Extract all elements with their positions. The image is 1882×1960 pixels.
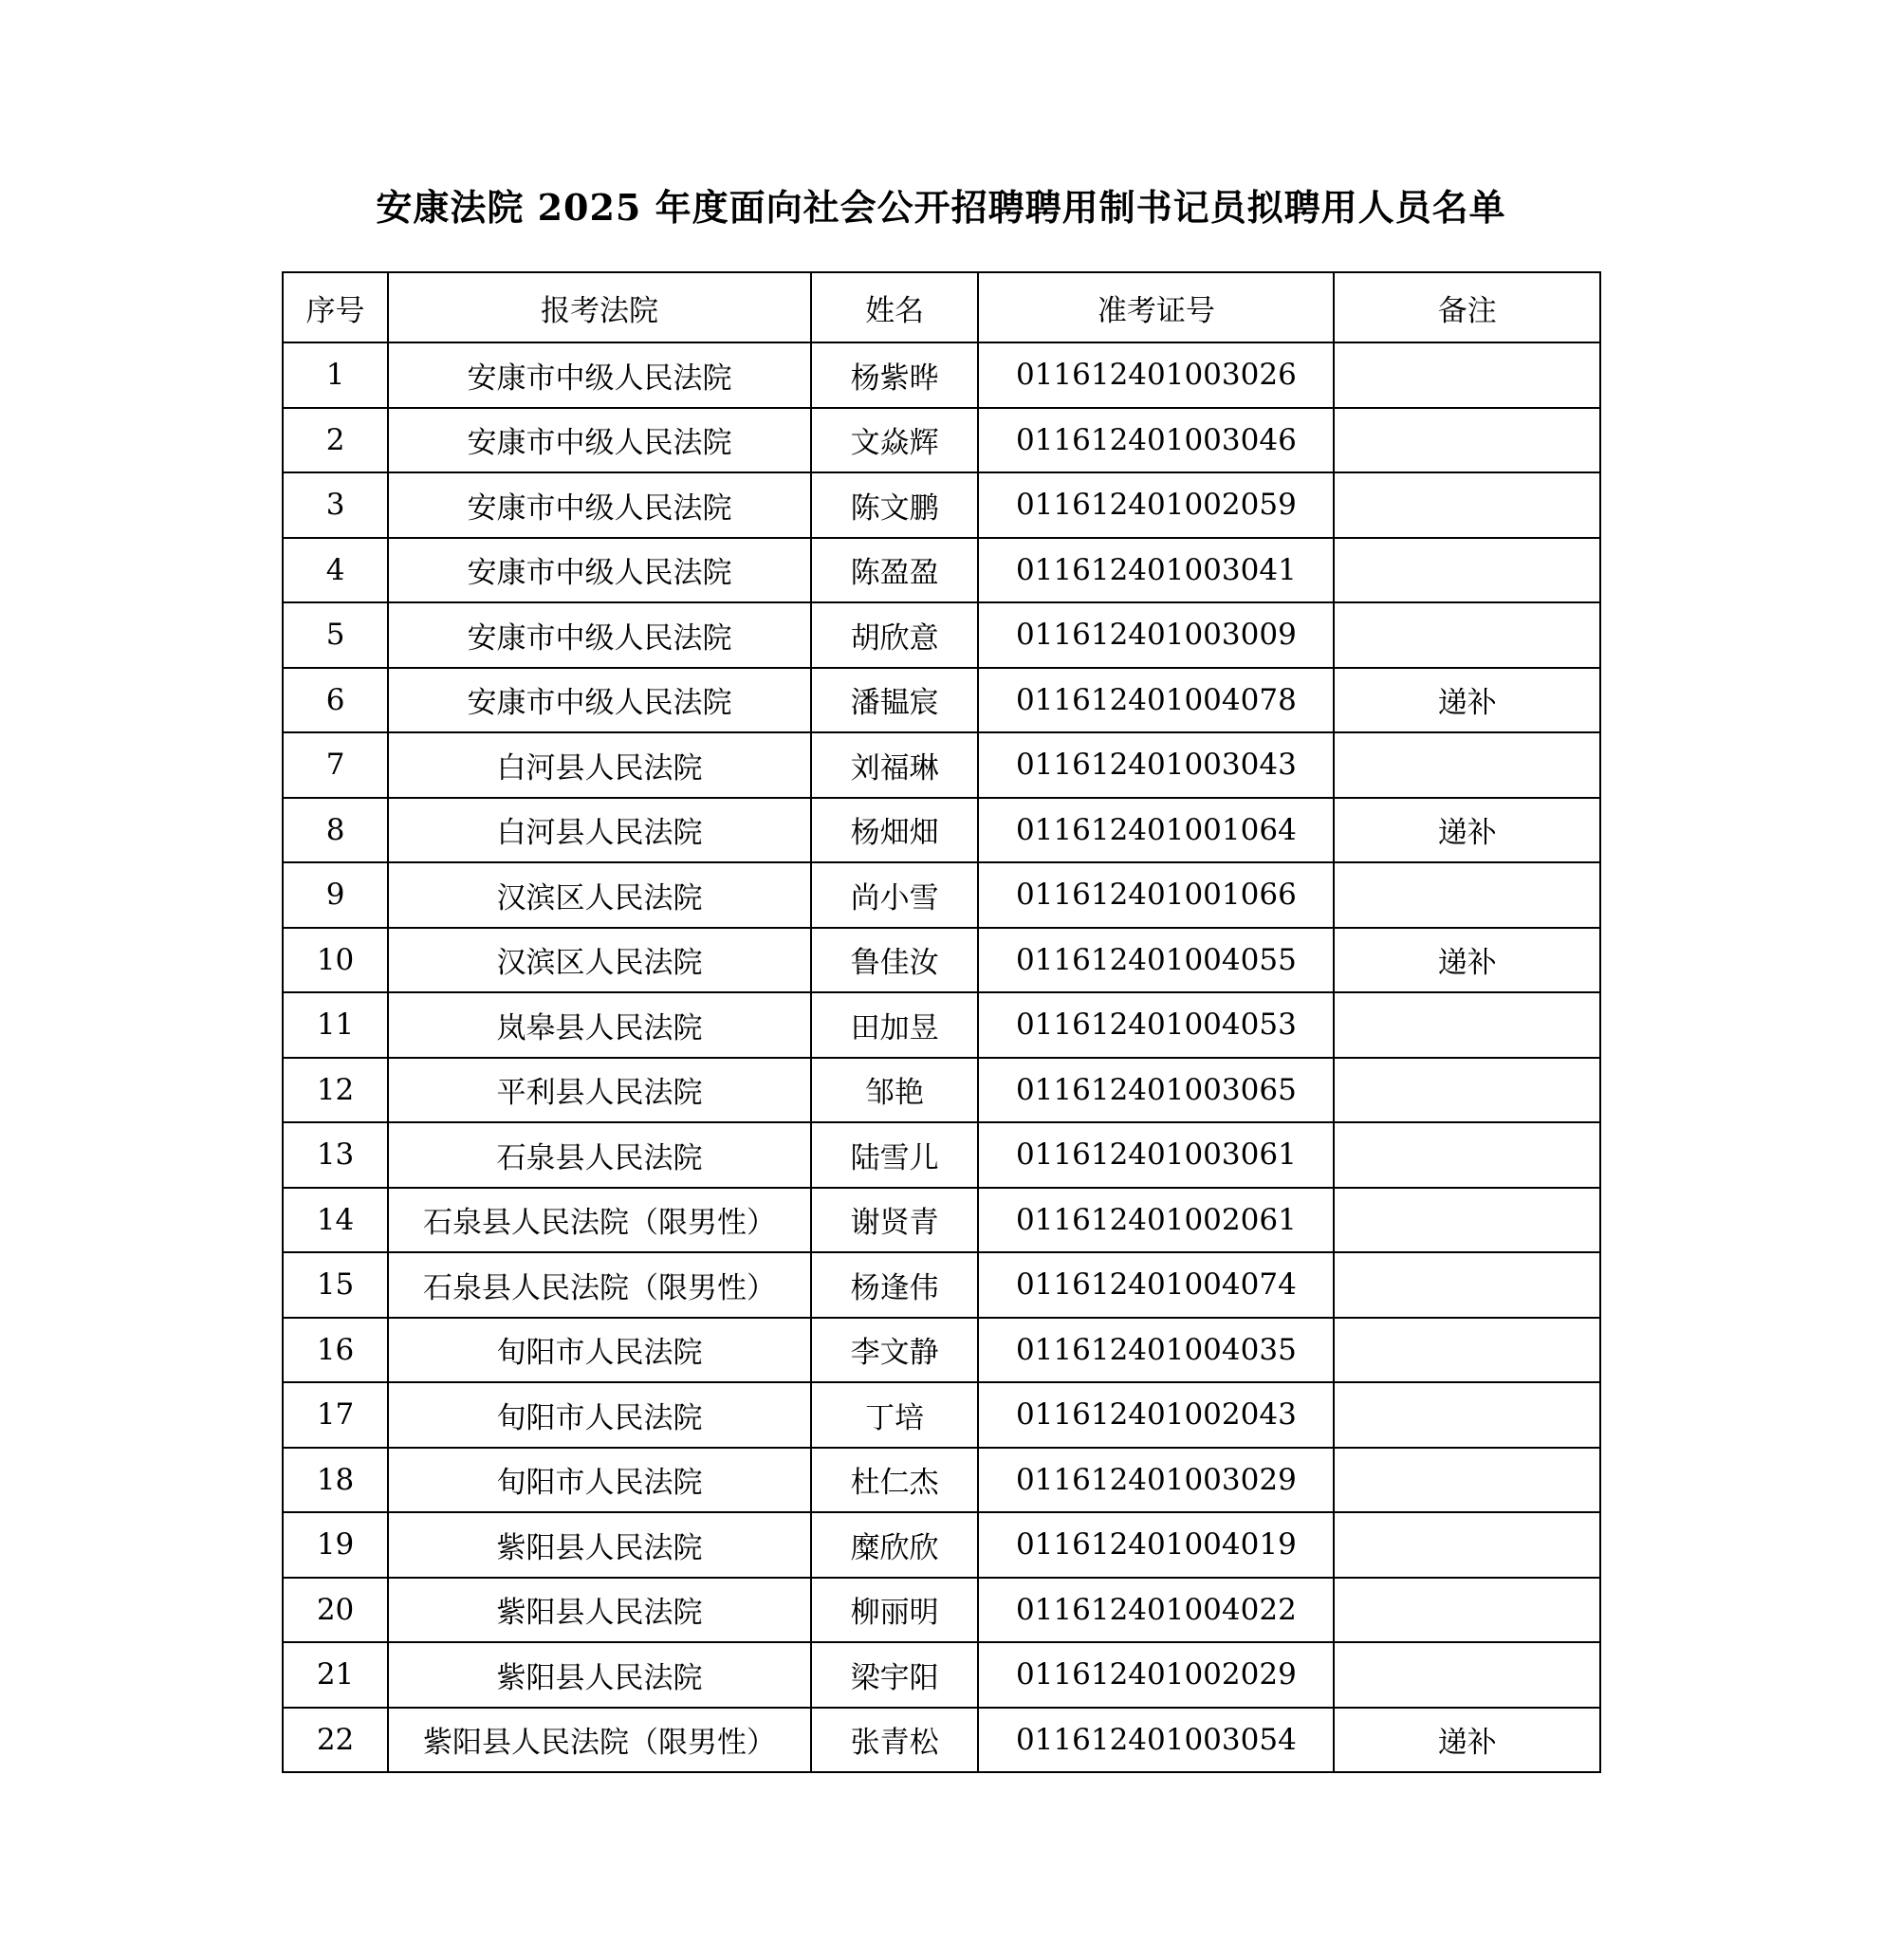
- row-number: 6: [283, 668, 388, 733]
- row-number: 21: [283, 1642, 388, 1708]
- table-header: [283, 272, 1600, 342]
- remark: [1334, 1188, 1600, 1253]
- court-name: 安康市中级人民法院: [388, 602, 811, 668]
- ticket-number: 011612401003061: [978, 1122, 1334, 1188]
- court-name: 旬阳市人民法院: [388, 1448, 811, 1513]
- column-header-no: 序号: [283, 272, 388, 342]
- remark: [1334, 1122, 1600, 1188]
- ticket-number: 011612401003054: [978, 1708, 1334, 1773]
- court-name: 安康市中级人民法院: [388, 472, 811, 538]
- court-name: 石泉县人民法院（限男性）: [388, 1252, 811, 1318]
- court-name: 白河县人民法院: [388, 732, 811, 798]
- table-row: [283, 1122, 1600, 1188]
- remark: 递补: [1334, 928, 1600, 993]
- table-row: [283, 472, 1600, 538]
- court-name: 紫阳县人民法院: [388, 1642, 811, 1708]
- column-header-ticket: 准考证号: [978, 272, 1334, 342]
- person-name: 鲁佳汝: [811, 928, 978, 993]
- table-row: [283, 1708, 1600, 1773]
- remark: [1334, 1642, 1600, 1708]
- row-number: 17: [283, 1382, 388, 1448]
- court-name: 石泉县人民法院（限男性）: [388, 1188, 811, 1253]
- remark: [1334, 538, 1600, 603]
- person-name: 潘韫宸: [811, 668, 978, 733]
- row-number: 11: [283, 992, 388, 1058]
- header-row: [283, 272, 1600, 342]
- person-name: 柳丽明: [811, 1578, 978, 1643]
- ticket-number: 011612401003065: [978, 1058, 1334, 1123]
- column-header-name: 姓名: [811, 272, 978, 342]
- ticket-number: 011612401003029: [978, 1448, 1334, 1513]
- ticket-number: 011612401004053: [978, 992, 1334, 1058]
- ticket-number: 011612401004019: [978, 1512, 1334, 1578]
- person-name: 张青松: [811, 1708, 978, 1773]
- person-name: 邹艳: [811, 1058, 978, 1123]
- remark: 递补: [1334, 1708, 1600, 1773]
- table-row: [283, 408, 1600, 473]
- remark: [1334, 472, 1600, 538]
- row-number: 8: [283, 798, 388, 863]
- row-number: 22: [283, 1708, 388, 1773]
- ticket-number: 011612401002061: [978, 1188, 1334, 1253]
- person-name: 尚小雪: [811, 862, 978, 928]
- ticket-number: 011612401004022: [978, 1578, 1334, 1643]
- row-number: 13: [283, 1122, 388, 1188]
- court-name: 安康市中级人民法院: [388, 342, 811, 408]
- person-name: 丁培: [811, 1382, 978, 1448]
- court-name: 旬阳市人民法院: [388, 1382, 811, 1448]
- person-name: 胡欣意: [811, 602, 978, 668]
- person-name: 杜仁杰: [811, 1448, 978, 1513]
- person-name: 刘福琳: [811, 732, 978, 798]
- court-name: 汉滨区人民法院: [388, 862, 811, 928]
- court-name: 白河县人民法院: [388, 798, 811, 863]
- ticket-number: 011612401001064: [978, 798, 1334, 863]
- ticket-number: 011612401002059: [978, 472, 1334, 538]
- remark: [1334, 992, 1600, 1058]
- court-name: 安康市中级人民法院: [388, 538, 811, 603]
- table-row: [283, 538, 1600, 603]
- remark: [1334, 1512, 1600, 1578]
- table-body: [283, 342, 1600, 1772]
- remark: 递补: [1334, 798, 1600, 863]
- table-row: [283, 602, 1600, 668]
- court-name: 汉滨区人民法院: [388, 928, 811, 993]
- recruitment-roster-table: [282, 271, 1601, 1773]
- ticket-number: 011612401003043: [978, 732, 1334, 798]
- ticket-number: 011612401004055: [978, 928, 1334, 993]
- person-name: 李文静: [811, 1318, 978, 1383]
- person-name: 陈文鹏: [811, 472, 978, 538]
- table-row: [283, 1058, 1600, 1123]
- table-row: [283, 668, 1600, 733]
- remark: [1334, 342, 1600, 408]
- row-number: 12: [283, 1058, 388, 1123]
- row-number: 14: [283, 1188, 388, 1253]
- remark: [1334, 602, 1600, 668]
- person-name: 陆雪儿: [811, 1122, 978, 1188]
- court-name: 旬阳市人民法院: [388, 1318, 811, 1383]
- person-name: 梁宇阳: [811, 1642, 978, 1708]
- remark: [1334, 1382, 1600, 1448]
- ticket-number: 011612401004035: [978, 1318, 1334, 1383]
- row-number: 9: [283, 862, 388, 928]
- remark: [1334, 862, 1600, 928]
- page-title: 安康法院 2025 年度面向社会公开招聘聘用制书记员拟聘用人员名单: [376, 186, 1506, 229]
- person-name: 杨紫晔: [811, 342, 978, 408]
- ticket-number: 011612401001066: [978, 862, 1334, 928]
- table-row: [283, 1512, 1600, 1578]
- row-number: 20: [283, 1578, 388, 1643]
- court-name: 平利县人民法院: [388, 1058, 811, 1123]
- remark: 递补: [1334, 668, 1600, 733]
- row-number: 5: [283, 602, 388, 668]
- person-name: 田加昱: [811, 992, 978, 1058]
- court-name: 紫阳县人民法院: [388, 1512, 811, 1578]
- ticket-number: 011612401004074: [978, 1252, 1334, 1318]
- court-name: 岚皋县人民法院: [388, 992, 811, 1058]
- row-number: 15: [283, 1252, 388, 1318]
- remark: [1334, 1448, 1600, 1513]
- table-row: [283, 1448, 1600, 1513]
- ticket-number: 011612401002043: [978, 1382, 1334, 1448]
- ticket-number: 011612401003046: [978, 408, 1334, 473]
- remark: [1334, 1578, 1600, 1643]
- row-number: 3: [283, 472, 388, 538]
- table-row: [283, 798, 1600, 863]
- table-row: [283, 1318, 1600, 1383]
- ticket-number: 011612401003026: [978, 342, 1334, 408]
- row-number: 1: [283, 342, 388, 408]
- person-name: 文焱辉: [811, 408, 978, 473]
- row-number: 10: [283, 928, 388, 993]
- remark: [1334, 732, 1600, 798]
- table-row: [283, 928, 1600, 993]
- table-row: [283, 1188, 1600, 1253]
- person-name: 糜欣欣: [811, 1512, 978, 1578]
- table-row: [283, 1642, 1600, 1708]
- person-name: 谢贤青: [811, 1188, 978, 1253]
- table-row: [283, 732, 1600, 798]
- table-row: [283, 1382, 1600, 1448]
- remark: [1334, 1252, 1600, 1318]
- table-row: [283, 1252, 1600, 1318]
- row-number: 4: [283, 538, 388, 603]
- person-name: 陈盈盈: [811, 538, 978, 603]
- ticket-number: 011612401003041: [978, 538, 1334, 603]
- row-number: 19: [283, 1512, 388, 1578]
- remark: [1334, 1058, 1600, 1123]
- row-number: 2: [283, 408, 388, 473]
- roster-table-container: [282, 271, 1601, 1773]
- person-name: 杨畑畑: [811, 798, 978, 863]
- remark: [1334, 408, 1600, 473]
- table-row: [283, 862, 1600, 928]
- ticket-number: 011612401002029: [978, 1642, 1334, 1708]
- court-name: 安康市中级人民法院: [388, 668, 811, 733]
- court-name: 紫阳县人民法院（限男性）: [388, 1708, 811, 1773]
- court-name: 安康市中级人民法院: [388, 408, 811, 473]
- column-header-remark: 备注: [1334, 272, 1600, 342]
- table-row: [283, 992, 1600, 1058]
- row-number: 16: [283, 1318, 388, 1383]
- row-number: 18: [283, 1448, 388, 1513]
- court-name: 石泉县人民法院: [388, 1122, 811, 1188]
- person-name: 杨逢伟: [811, 1252, 978, 1318]
- column-header-court: 报考法院: [388, 272, 811, 342]
- ticket-number: 011612401004078: [978, 668, 1334, 733]
- table-row: [283, 1578, 1600, 1643]
- row-number: 7: [283, 732, 388, 798]
- remark: [1334, 1318, 1600, 1383]
- court-name: 紫阳县人民法院: [388, 1578, 811, 1643]
- ticket-number: 011612401003009: [978, 602, 1334, 668]
- table-row: [283, 342, 1600, 408]
